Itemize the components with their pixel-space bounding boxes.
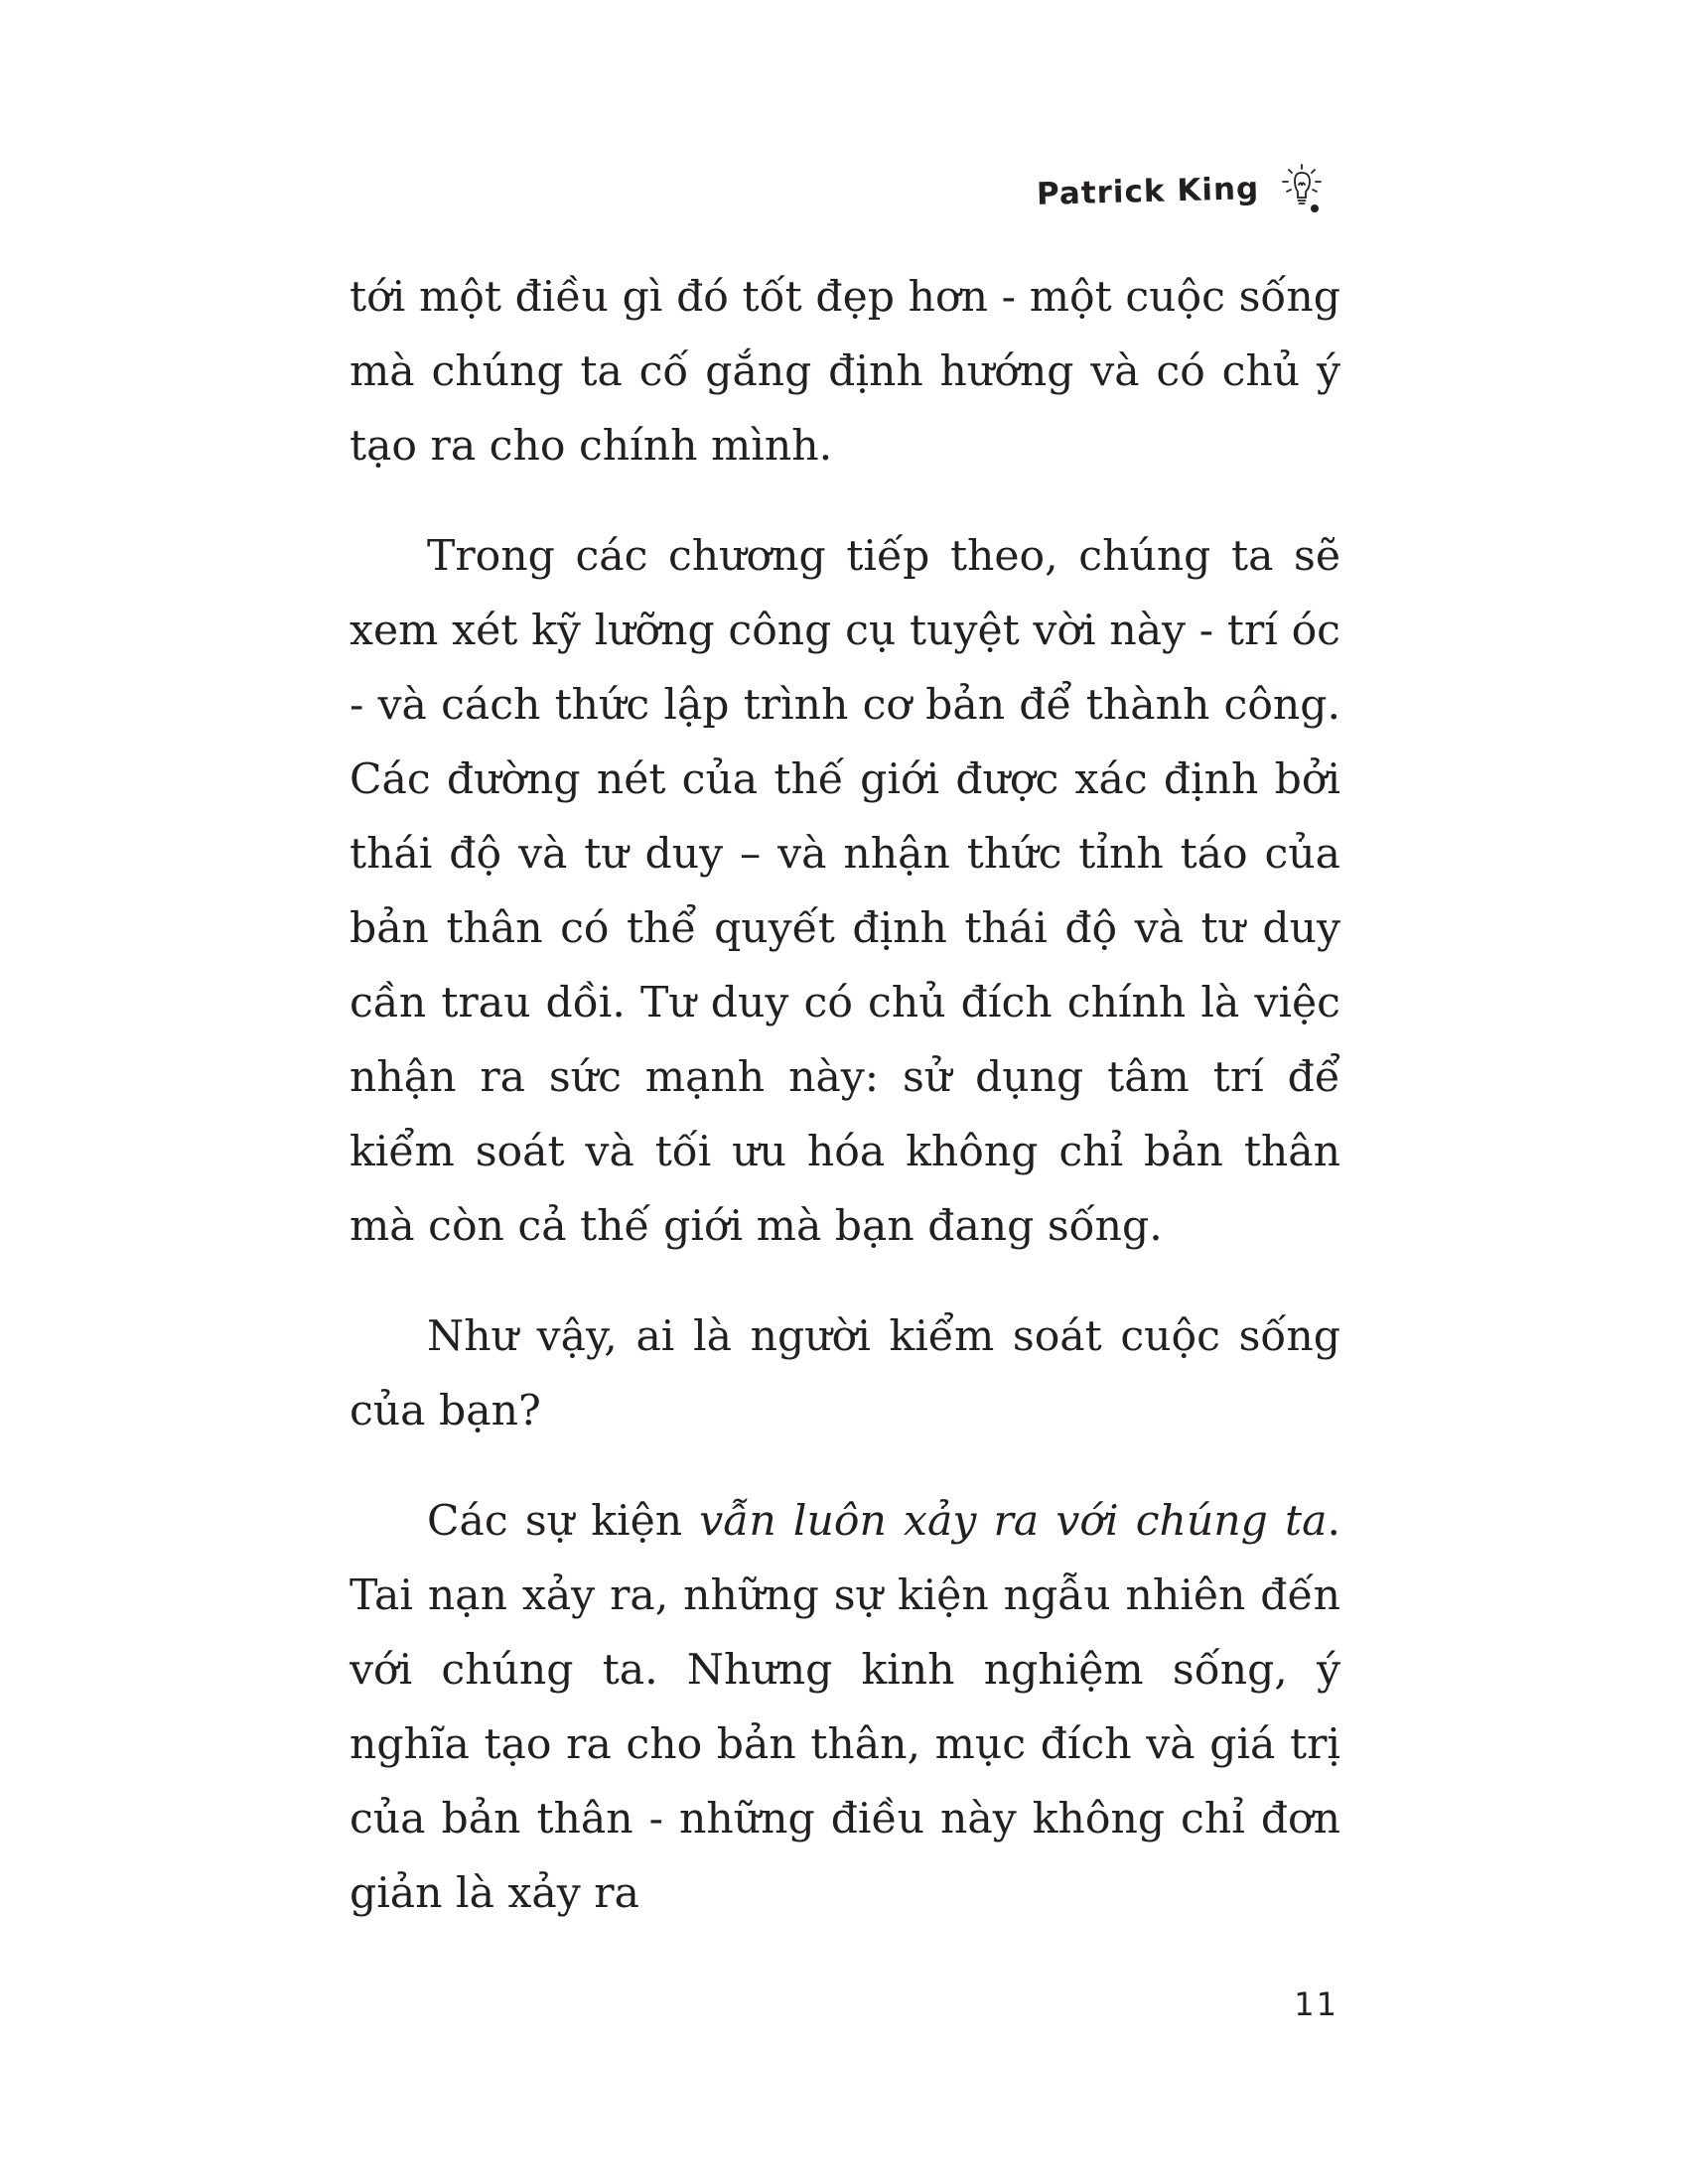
paragraph-4-start: Các sự kiện <box>427 1497 700 1546</box>
page-body <box>350 260 1340 1931</box>
paragraph-1: tới một điều gì đó tốt đẹp hơn - một cuộc sống mà chúng ta cố gắng định hướng và có chủ ý tạo ra cho chính mình. <box>350 273 1340 471</box>
paragraph-3: Như vậy, ai là người kiểm soát cuộc sống của bạn? <box>350 1312 1340 1435</box>
paragraph-4-end: . Tai nạn xảy ra, những sự kiện ngẫu nhiên đến với chúng ta. Nhưng kinh nghiệm sống, ý nghĩa tạo ra cho bản thân, mục đích và giá trị của bản thân - những điều này không chỉ đơn giản là xảy ra <box>350 1497 1340 1918</box>
page-number: 11 <box>1294 1985 1338 2023</box>
running-header <box>1037 161 1331 222</box>
paragraph-2: Trong các chương tiếp theo, chúng ta sẽ xem xét kỹ lưỡng công cụ tuyệt vời này - trí óc - và cách thức lập trình cơ bản để thành công. Các đường nét của thế giới được xác định bởi thái độ và tư duy – và nhận thức tỉnh táo của bản thân có thể quyết định thái độ và tư duy cần trau dồi. Tư duy có chủ đích chính là việc nhận ra sức mạnh này: sử dụng tâm trí để kiểm soát và tối ưu hóa không chỉ bản thân mà còn cả thế giới mà bạn đang sống. <box>350 532 1340 1251</box>
paragraph-4-italic: vẫn luôn xảy ra với chúng ta <box>699 1497 1328 1546</box>
author-name: Patrick King <box>1036 171 1260 212</box>
lightbulb-icon <box>1271 161 1331 222</box>
paragraph-4 <box>350 1484 1340 1931</box>
